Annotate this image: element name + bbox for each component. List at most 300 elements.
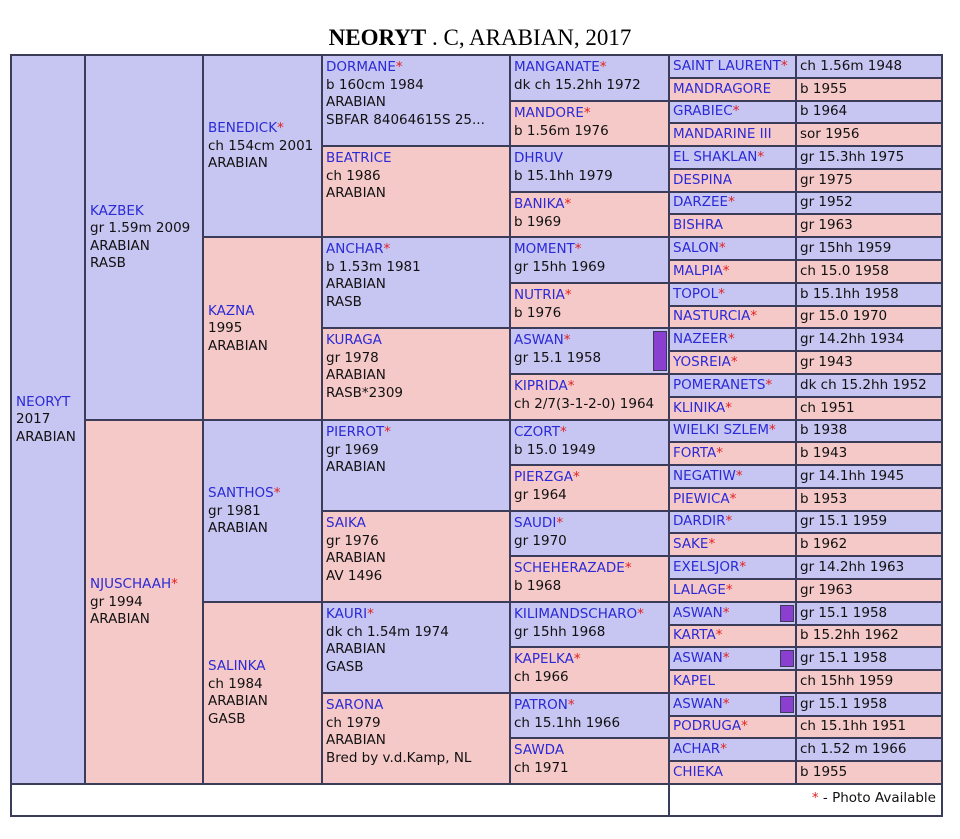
photo-available-marker: * — [728, 194, 735, 211]
horse-cell-gen4 — [321, 510, 512, 603]
horse-info-cell-gen6 — [795, 441, 943, 466]
horse-cell-gen4 — [321, 145, 512, 238]
horse-info-line: ch 1971 — [514, 759, 569, 776]
horse-name-row — [670, 398, 796, 419]
photo-available-marker: * — [624, 560, 632, 576]
horse-info-row — [797, 193, 941, 213]
horse-name-cell-gen6 — [668, 236, 798, 261]
horse-name-cell-gen6 — [668, 441, 798, 466]
photo-available-marker: * — [716, 444, 723, 461]
horse-name-row — [670, 512, 796, 532]
horse-info-line: gr 15.1 1958 — [514, 349, 602, 366]
horse-info-line: gr 1976 — [326, 532, 379, 549]
horse-info-cell-gen6 — [795, 373, 943, 398]
horse-info-row — [797, 398, 941, 419]
horse-name-link[interactable]: EXELSJOR — [673, 558, 740, 575]
photo-available-marker: * — [722, 604, 730, 621]
horse-cell-gen5 — [509, 692, 671, 739]
horse-info-line: gr 1978 — [326, 349, 379, 366]
horse-name-cell-gen6 — [668, 305, 798, 329]
horse-info-line: SBFAR 84064615S 25... — [326, 111, 485, 128]
horse-info-line: b 15.0 1949 — [514, 441, 596, 458]
horse-info-line: ch 1.52 m 1966 — [800, 740, 907, 757]
horse-info-line: ARABIAN — [16, 428, 76, 445]
horse-cell-gen5 — [509, 737, 671, 785]
horse-info-row — [797, 307, 941, 327]
horse-info-line: sor 1956 — [800, 125, 860, 142]
horse-name-link[interactable]: KAPEL — [673, 672, 716, 689]
photo-available-marker: * — [567, 697, 575, 713]
horse-name-link[interactable]: SALON — [673, 239, 719, 256]
horse-info-line: gr 1969 — [326, 441, 379, 458]
horse-info-cell-gen6 — [795, 145, 943, 170]
horse-name-link[interactable]: KIPRIDA — [514, 378, 568, 394]
horse-name-link[interactable]: NEGATIW — [673, 467, 736, 484]
horse-info-line: gr 15.1 1958 — [800, 649, 888, 666]
horse-name-row — [670, 443, 796, 464]
horse-info-row — [797, 147, 941, 168]
horse-name-link[interactable]: BENEDICK — [208, 119, 278, 136]
horse-cell-gen5 — [509, 191, 671, 238]
duplicate-horse-swatch — [653, 331, 667, 371]
horse-name-link[interactable]: EL SHAKLAN — [673, 148, 758, 165]
horse-name-cell-gen6 — [668, 327, 798, 352]
horse-name-cell-gen6 — [668, 646, 798, 671]
horse-name-link[interactable]: BANIKA — [514, 196, 565, 212]
horse-name-link[interactable]: SCHEHERAZADE — [514, 560, 625, 576]
horse-info-line: ch 2/7(3-1-2-0) 1964 — [514, 395, 655, 412]
horse-info-row — [797, 626, 941, 646]
horse-info-line: gr 1975 — [800, 171, 853, 188]
horse-name-cell-gen6 — [668, 282, 798, 307]
horse-info-line: ARABIAN — [208, 337, 268, 354]
horse-info-row — [797, 421, 941, 441]
horse-name-link[interactable]: NAZEER — [673, 330, 729, 347]
horse-name-row — [670, 238, 796, 259]
horse-cell-gen5 — [509, 282, 671, 329]
horse-name-cell-gen6 — [668, 624, 798, 648]
horse-info-line: gr 1970 — [514, 532, 567, 549]
horse-info-line: ARABIAN — [326, 367, 386, 383]
horse-cell-gen5 — [509, 510, 671, 557]
horse-name-link[interactable]: KURAGA — [326, 332, 382, 348]
horse-name-link[interactable]: MANDARINE III — [673, 125, 772, 142]
horse-info-line: ARABIAN — [326, 550, 386, 566]
photo-available-marker: * — [384, 424, 392, 440]
horse-details — [326, 697, 507, 767]
photo-available-marker: * — [171, 575, 178, 592]
horse-cell-gen4 — [321, 601, 512, 694]
horse-details — [326, 515, 507, 585]
horse-name-link[interactable]: SAUDI — [514, 515, 557, 531]
horse-info-row — [797, 694, 941, 715]
horse-info-line: ARABIAN — [326, 94, 386, 110]
horse-info-line: GASB — [208, 710, 246, 727]
horse-info-line: b 160cm 1984 — [326, 76, 424, 93]
horse-cell-gen5 — [509, 419, 671, 466]
horse-name-link[interactable]: YOSREIA — [673, 353, 731, 370]
horse-cell-gen5 — [509, 236, 671, 284]
horse-name-row — [670, 466, 796, 487]
horse-name-link[interactable]: BISHRA — [673, 216, 724, 233]
horse-name-link[interactable]: NJUSCHAAH — [90, 575, 172, 592]
photo-available-marker: * — [750, 308, 758, 325]
horse-info-line: b 1955 — [800, 80, 848, 97]
horse-name-link[interactable]: MOMENT — [514, 241, 575, 257]
horse-name-link[interactable]: KAURI — [326, 606, 368, 622]
horse-info-cell-gen6 — [795, 692, 943, 717]
photo-available-marker: * — [564, 287, 572, 303]
horse-name-cell-gen6 — [668, 715, 798, 739]
horse-name-cell-gen6 — [668, 601, 798, 626]
horse-name-link[interactable]: SARONA — [326, 697, 384, 713]
horse-name-row — [670, 489, 796, 510]
photo-available-marker: * — [637, 606, 644, 622]
horse-name-link[interactable]: CHIEKA — [673, 763, 723, 780]
horse-cell-gen4 — [321, 419, 512, 512]
horse-cell-gen5 — [509, 464, 671, 512]
horse-info-line: ARABIAN — [326, 641, 386, 657]
horse-name-row — [670, 307, 796, 327]
horse-name-row — [670, 284, 796, 305]
horse-name-link[interactable]: PIERROT — [326, 424, 385, 440]
horse-name-link[interactable]: KARTA — [673, 627, 716, 644]
horse-name-link[interactable]: DARDIR — [673, 513, 726, 530]
horse-info-line: ch 1.56m 1948 — [800, 57, 903, 74]
horse-name-link[interactable]: PATRON — [514, 697, 568, 713]
horse-cell-gen3 — [202, 236, 324, 421]
horse-name-cell-gen6 — [668, 259, 798, 284]
horse-name-link[interactable]: DARZEE — [673, 194, 729, 211]
horse-name-link[interactable]: PODRUGA — [673, 718, 742, 735]
horse-name-link[interactable]: SANTHOS — [208, 484, 274, 501]
horse-info-line: dk ch 15.2hh 1952 — [800, 376, 927, 393]
horse-cell-gen3 — [202, 419, 324, 603]
photo-available-marker: * — [722, 262, 730, 279]
horse-name-link[interactable]: DORMANE — [326, 59, 396, 75]
photo-available-marker: * — [383, 241, 391, 257]
horse-info-line: ch 15.1hh 1951 — [800, 718, 907, 735]
horse-name-link[interactable]: NEORYT — [16, 393, 71, 410]
horse-details — [208, 120, 313, 173]
photo-available-marker: * — [735, 467, 743, 484]
horse-info-cell-gen6 — [795, 737, 943, 762]
horse-info-line: b 1962 — [800, 535, 848, 552]
horse-info-cell-gen6 — [795, 396, 943, 421]
horse-name-row — [670, 557, 796, 578]
footer-left-cell — [10, 783, 670, 817]
horse-info-line: RASB — [90, 255, 126, 271]
horse-name-cell-gen6 — [668, 760, 798, 785]
horse-name-link[interactable]: PIEWICA — [673, 490, 730, 507]
horse-name-cell-gen6 — [668, 737, 798, 762]
horse-info-line: b 1953 — [800, 490, 848, 507]
horse-name-cell-gen6 — [668, 555, 798, 580]
horse-name-link[interactable]: KILIMANDSCHARO — [514, 606, 638, 622]
horse-cell-gen2 — [84, 419, 205, 785]
horse-info-line: b 1943 — [800, 444, 848, 461]
horse-name-link[interactable]: KAZBEK — [90, 202, 144, 219]
horse-name-link[interactable]: MANGANATE — [514, 59, 600, 75]
horse-info-row — [797, 124, 941, 145]
horse-name-row — [670, 124, 796, 145]
horse-cell-gen5 — [509, 54, 671, 102]
horse-info-cell-gen6 — [795, 760, 943, 785]
horse-info-row — [797, 717, 941, 737]
horse-info-line: ch 1984 — [208, 675, 263, 692]
photo-available-marker: * — [273, 484, 281, 501]
horse-name-link[interactable]: LALAGE — [673, 581, 726, 598]
horse-name-link[interactable]: GRABIEC — [673, 103, 733, 120]
photo-available-marker: * — [567, 378, 575, 394]
horse-info-line: ARABIAN — [90, 237, 150, 254]
horse-details — [326, 332, 507, 402]
horse-name-link[interactable]: KLINIKA — [673, 399, 726, 416]
horse-name-link[interactable]: DHRUV — [514, 150, 564, 166]
photo-available-marker: * — [732, 103, 740, 120]
horse-info-line: ARABIAN — [326, 459, 386, 475]
horse-name-link[interactable]: ASWAN — [673, 695, 723, 712]
horse-info-line: gr 1964 — [514, 486, 567, 503]
horse-info-line: gr 1943 — [800, 353, 853, 370]
photo-available-marker: * — [722, 649, 730, 666]
horse-name-link[interactable]: MALPIA — [673, 262, 723, 279]
horse-name-cell-gen6 — [668, 122, 798, 147]
horse-name-cell-gen6 — [668, 669, 798, 694]
horse-details — [208, 485, 281, 538]
horse-name-row — [670, 421, 796, 441]
horse-cell-gen5 — [509, 373, 671, 421]
horse-name-row — [670, 56, 796, 77]
photo-available-marker: * — [725, 399, 733, 416]
horse-name-row — [670, 717, 796, 737]
horse-name-cell-gen6 — [668, 100, 798, 124]
horse-name-cell-gen6 — [668, 510, 798, 534]
horse-name-link[interactable]: CZORT — [514, 424, 560, 440]
horse-info-cell-gen6 — [795, 715, 943, 739]
horse-info-cell-gen6 — [795, 487, 943, 512]
horse-info-cell-gen6 — [795, 122, 943, 147]
horse-info-row — [797, 56, 941, 77]
horse-info-line: dk ch 15.2hh 1972 — [514, 76, 641, 93]
horse-info-row — [797, 329, 941, 350]
horse-details — [326, 241, 507, 311]
horse-info-line: b 15.2hh 1962 — [800, 627, 899, 644]
horse-info-cell-gen6 — [795, 464, 943, 489]
horse-name-cell-gen6 — [668, 532, 798, 557]
horse-name-link[interactable]: WIELKI SZLEM — [673, 422, 770, 439]
horse-info-line: gr 15hh 1968 — [514, 623, 606, 640]
horse-details — [16, 393, 76, 446]
horse-info-line: b 1.53m 1981 — [326, 258, 421, 275]
horse-info-cell-gen6 — [795, 669, 943, 694]
horse-name-link[interactable]: SALINKA — [208, 658, 266, 674]
horse-info-line: dk ch 1.54m 1974 — [326, 623, 449, 640]
horse-name-row — [670, 215, 796, 236]
horse-name-link[interactable]: ACHAR — [673, 740, 721, 757]
horse-name-link[interactable]: NUTRIA — [514, 287, 565, 303]
horse-info-line: 2017 — [16, 410, 51, 427]
horse-name-link[interactable]: ASWAN — [514, 332, 564, 348]
horse-info-row — [797, 352, 941, 373]
horse-info-line: b 1938 — [800, 422, 848, 439]
photo-available-marker: * — [730, 353, 738, 370]
horse-info-row — [797, 284, 941, 305]
horse-info-line: gr 15hh 1969 — [514, 258, 606, 275]
photo-available-marker: * — [572, 469, 580, 485]
horse-info-line: ARABIAN — [208, 154, 268, 171]
horse-name-cell-gen6 — [668, 373, 798, 398]
horse-name-cell-gen6 — [668, 213, 798, 238]
horse-cell-gen4 — [321, 692, 512, 785]
horse-name-link[interactable]: POMERANETS — [673, 376, 766, 393]
horse-cell-gen3 — [202, 54, 324, 238]
page-title: NEORYT . C, ARABIAN, 2017 — [328, 25, 632, 50]
horse-cell-gen5 — [509, 646, 671, 694]
horse-info-row — [797, 261, 941, 282]
horse-info-line: ARABIAN — [208, 693, 268, 709]
duplicate-horse-swatch — [780, 696, 794, 713]
horse-name-cell-gen6 — [668, 77, 798, 102]
horse-name-link[interactable]: NASTURCIA — [673, 308, 751, 325]
horse-name-link[interactable]: KAZNA — [208, 302, 255, 319]
photo-available-marker: * — [729, 490, 737, 507]
horse-name-row — [670, 170, 796, 191]
horse-name-row — [670, 79, 796, 100]
horse-info-line: RASB*2309 — [326, 384, 404, 401]
photo-available-marker: * — [725, 513, 733, 530]
horse-info-cell-gen6 — [795, 327, 943, 352]
horse-info-cell-gen6 — [795, 646, 943, 671]
horse-info-line: gr 1994 — [90, 593, 143, 610]
photo-available-marker: * — [559, 424, 567, 440]
horse-info-cell-gen6 — [795, 624, 943, 648]
horse-cell-gen4 — [321, 327, 512, 421]
horse-info-cell-gen6 — [795, 601, 943, 626]
photo-available-marker: * — [564, 196, 572, 212]
horse-details — [208, 658, 268, 728]
horse-name-link[interactable]: SAINT LAURENT — [673, 57, 781, 74]
horse-name-cell-gen6 — [668, 168, 798, 193]
horse-info-cell-gen6 — [795, 419, 943, 443]
photo-available-marker: * — [277, 119, 284, 136]
horse-name-link[interactable]: BEATRICE — [326, 150, 392, 166]
horse-details — [326, 606, 507, 676]
horse-info-row — [797, 215, 941, 236]
horse-name-row — [670, 762, 796, 783]
photo-available-marker: * — [757, 148, 765, 165]
horse-info-line: ch 15.0 1958 — [800, 262, 889, 279]
horse-cell-gen5 — [509, 100, 671, 147]
horse-info-line: ARABIAN — [326, 276, 386, 292]
photo-available-marker: * — [739, 558, 747, 575]
horse-info-line: b 15.1hh 1979 — [514, 167, 613, 184]
horse-name-link[interactable]: TOPOL — [673, 285, 719, 302]
horse-details — [208, 302, 268, 355]
horse-info-row — [797, 102, 941, 122]
horse-name-link[interactable]: DESPINA — [673, 171, 732, 188]
horse-info-line: gr 1952 — [800, 194, 853, 211]
horse-name-link[interactable]: ASWAN — [673, 649, 723, 666]
horse-info-line: gr 1981 — [208, 502, 261, 519]
horse-name-link[interactable]: FORTA — [673, 444, 717, 461]
horse-name-link[interactable]: SAKE — [673, 535, 709, 552]
horse-name-link[interactable]: ANCHAR — [326, 241, 384, 257]
horse-info-line: b 1969 — [514, 213, 562, 230]
horse-name-link[interactable]: PIERZGA — [514, 469, 573, 485]
horse-info-cell-gen6 — [795, 350, 943, 375]
horse-info-row — [797, 79, 941, 100]
photo-available-marker: * — [769, 422, 776, 439]
horse-name-cell-gen6 — [668, 54, 798, 79]
horse-cell-gen5 — [509, 601, 671, 648]
horse-name-link[interactable]: MANDORE — [514, 105, 584, 121]
photo-available-marker: * — [563, 332, 571, 348]
horse-info-line: ARABIAN — [90, 610, 150, 627]
horse-name-cell-gen6 — [668, 464, 798, 489]
horse-info-line: ch 1966 — [514, 668, 569, 685]
horse-name-link[interactable]: SAIKA — [326, 515, 366, 531]
horse-name-row — [670, 626, 796, 646]
photo-available-marker: * — [728, 330, 735, 347]
horse-name-row — [670, 352, 796, 373]
horse-name-row — [670, 193, 796, 213]
photo-available-marker: * — [780, 57, 788, 74]
horse-details — [326, 150, 507, 203]
horse-info-line: gr 1963 — [800, 216, 853, 233]
horse-info-line: AV 1496 — [326, 567, 383, 584]
horse-cell-gen2 — [84, 54, 205, 421]
photo-available-marker: * — [765, 376, 773, 393]
horse-info-cell-gen6 — [795, 305, 943, 329]
horse-info-row — [797, 238, 941, 259]
photo-available-marker: * — [708, 535, 716, 552]
horse-name-row — [670, 102, 796, 122]
horse-info-line: gr 14.2hh 1934 — [800, 330, 905, 347]
horse-info-row — [797, 466, 941, 487]
horse-info-cell-gen6 — [795, 100, 943, 124]
horse-info-cell-gen6 — [795, 168, 943, 193]
horse-info-row — [797, 170, 941, 191]
photo-available-marker: * — [720, 740, 727, 757]
horse-name-row — [670, 739, 796, 760]
horse-name-link[interactable]: SAWDA — [514, 742, 565, 758]
photo-available-marker: * — [725, 581, 733, 598]
horse-info-row — [797, 375, 941, 396]
horse-name-link[interactable]: MANDRAGORE — [673, 80, 772, 97]
horse-info-line: ch 154cm 2001 — [208, 137, 314, 154]
horse-info-line: b 1968 — [514, 577, 562, 594]
horse-info-line: GASB — [326, 658, 364, 675]
horse-name-cell-gen6 — [668, 419, 798, 443]
horse-info-line: ch 1979 — [326, 714, 381, 731]
horse-name-link[interactable]: ASWAN — [673, 604, 723, 621]
horse-info-line: gr 15.0 1970 — [800, 308, 888, 325]
horse-name-row — [670, 671, 796, 692]
horse-info-cell-gen6 — [795, 259, 943, 284]
horse-details — [90, 576, 178, 629]
horse-info-row — [797, 671, 941, 692]
horse-cell-gen1 — [10, 54, 87, 785]
horse-info-row — [797, 580, 941, 601]
photo-available-marker: * — [718, 285, 725, 302]
horse-name-link[interactable]: KAPELKA — [514, 651, 574, 667]
horse-name-cell-gen6 — [668, 350, 798, 375]
horse-name-row — [670, 648, 796, 669]
photo-available-marker: * — [395, 59, 403, 75]
horse-info-row — [797, 603, 941, 624]
horse-info-line: RASB — [326, 293, 362, 310]
